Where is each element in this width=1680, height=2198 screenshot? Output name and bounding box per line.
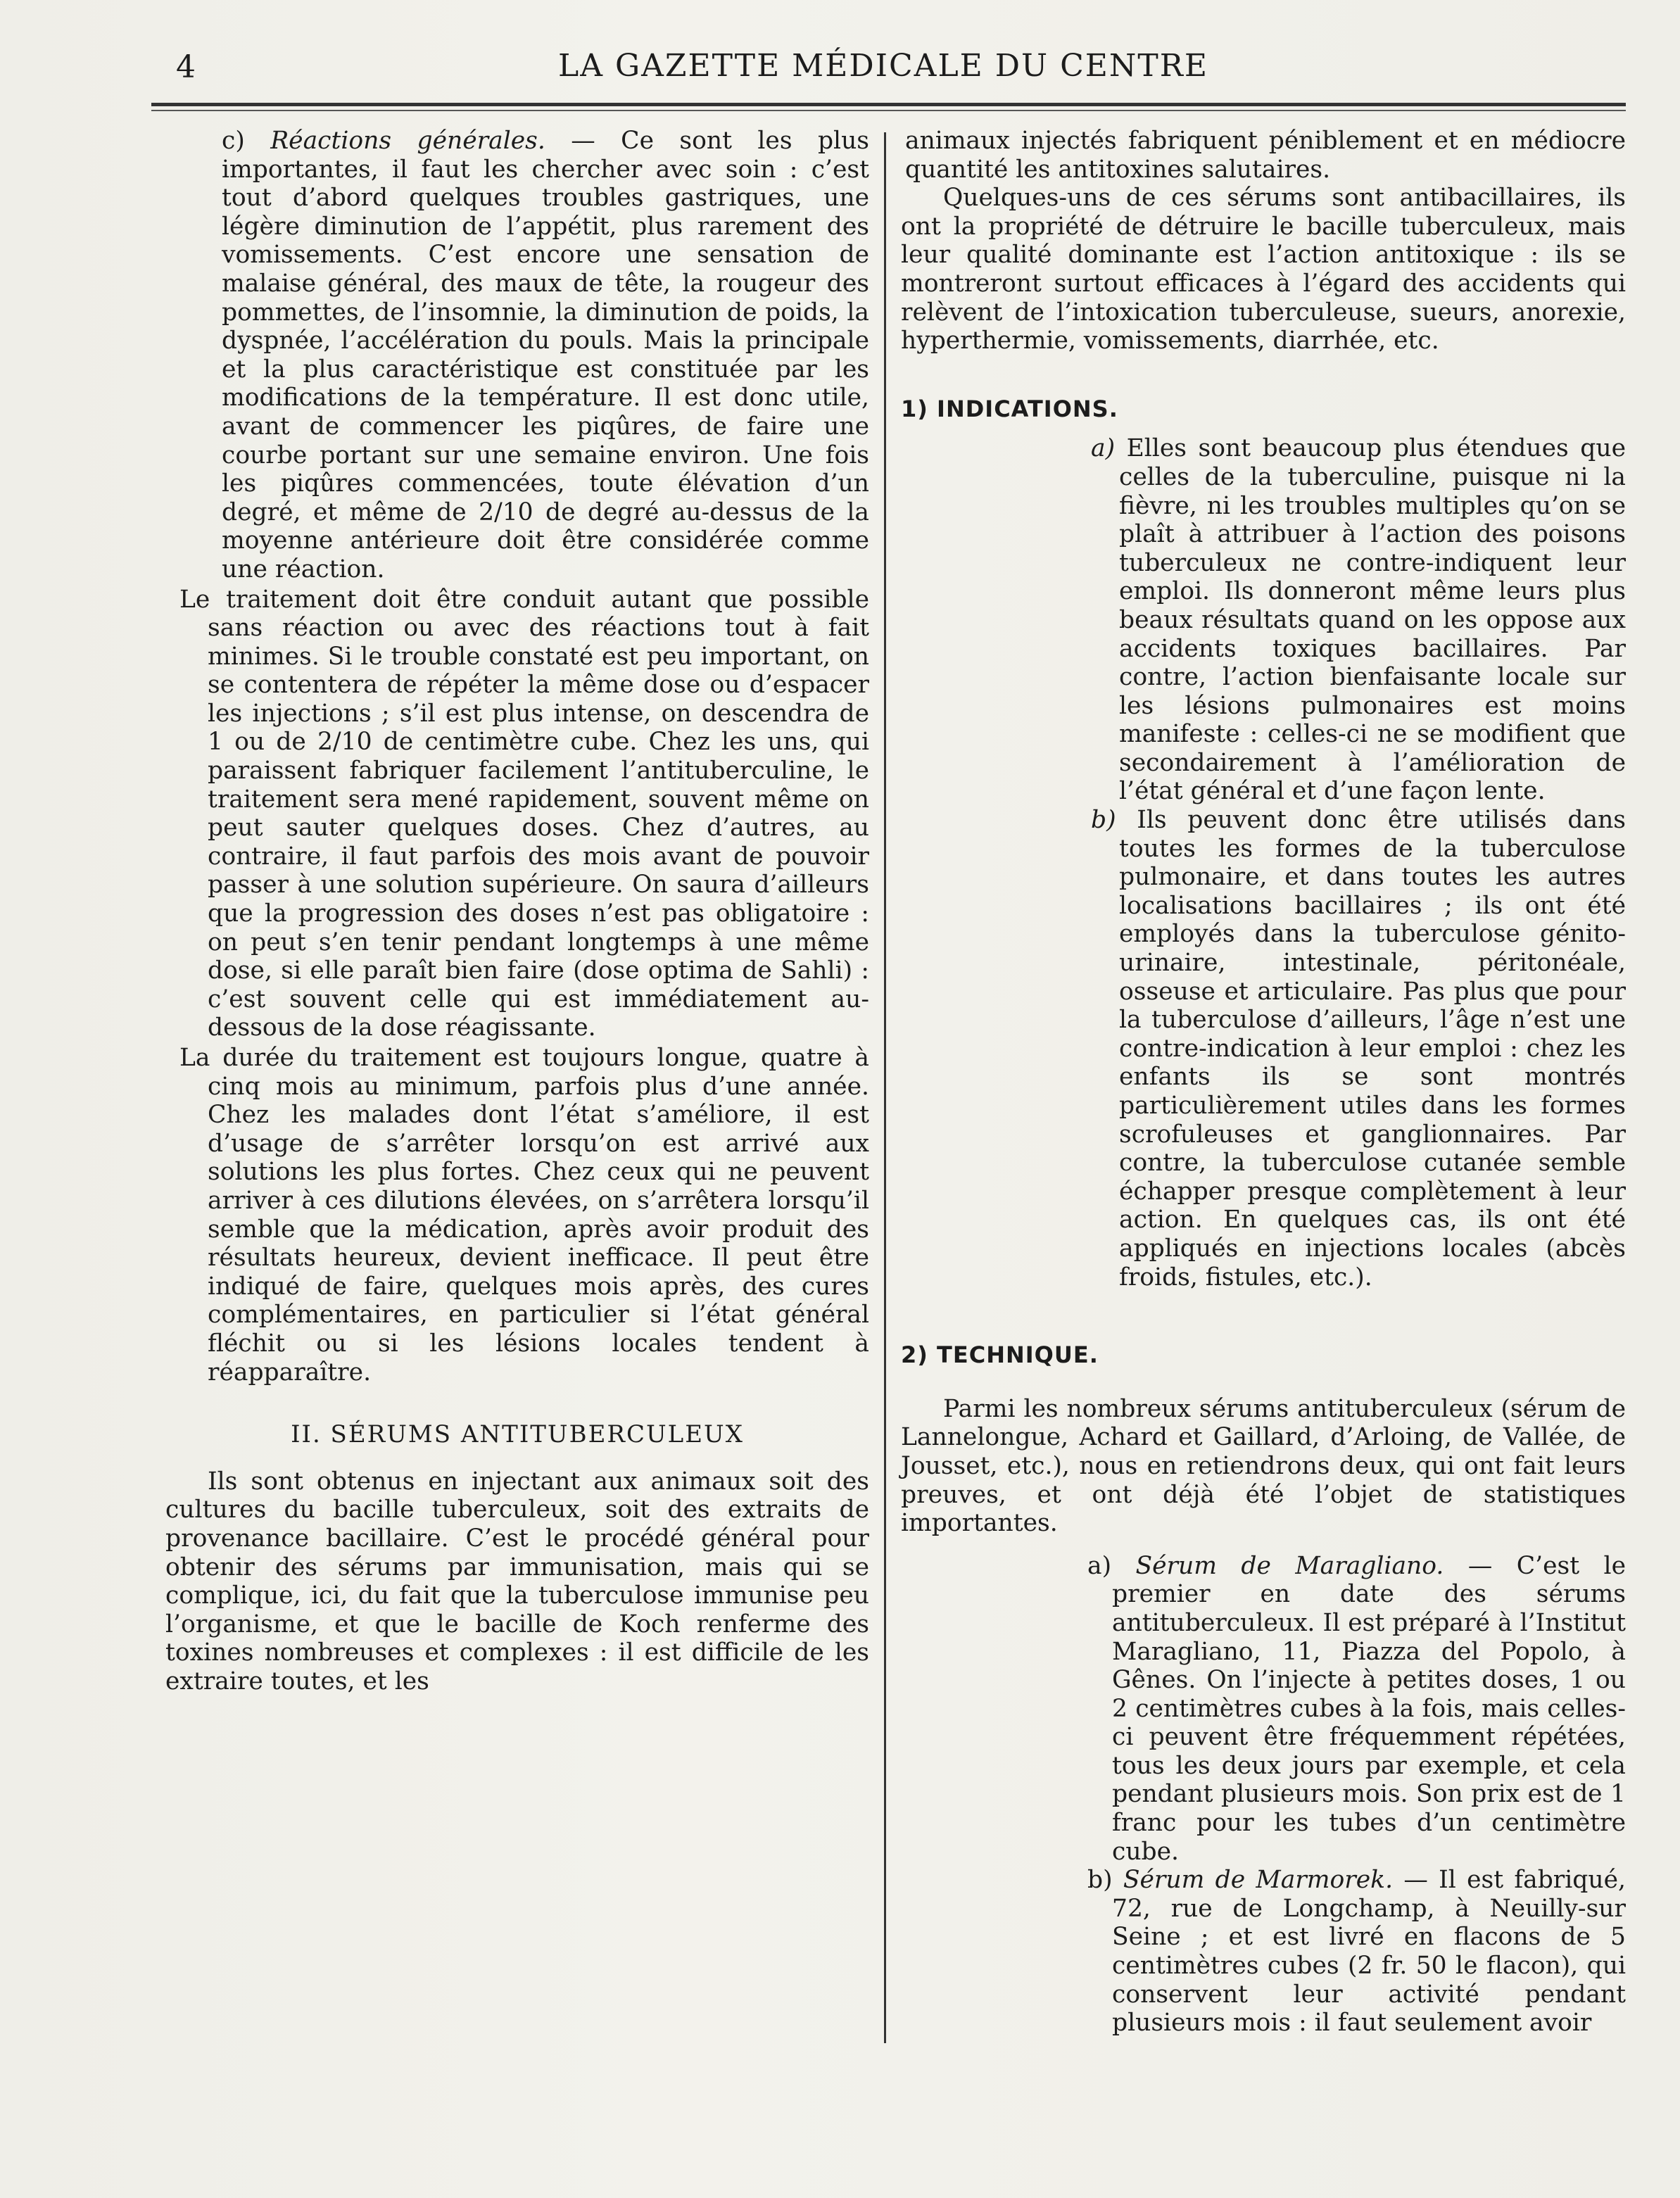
item-label: a) (1087, 1551, 1136, 1580)
paragraph-continuation: animaux injectés fabriquent péniblement et en médiocre quantité les antitoxines salutaires. (905, 127, 1626, 184)
journal-title: LA GAZETTE MÉDICALE DU CENTRE (557, 48, 1209, 84)
item-heading: Sérum de Marmorek. (1123, 1866, 1394, 1895)
header-rule (151, 103, 1626, 106)
paragraph-technique: Parmi les nombreux sérums antituberculeux (sérum de Lannelongue, Achard et Gaillard, d’Arloing, de Vallée, de Jousset, etc.), nous en retiendrons deux, qui ont fait leurs preuves, et ont déjà été l’objet de statistiques importantes. (901, 1394, 1626, 1538)
left-column (165, 127, 869, 1695)
item-label: b) (1091, 806, 1116, 835)
page-number: 4 (176, 49, 196, 85)
paragraph-text: La durée du traitement est toujours longue, quatre à cinq mois au minimum, parfois plus d’une année. Chez les malades dont l’état s’améliore, il est d’usage de s’arrêter lorsqu’on est arrivé aux solutions les plus fortes. Chez ceux qui ne peuvent arriver à ces dilutions élevées, on s’arrêtera lorsqu’il semble que la médication, après avoir produit des résultats heureux, devient inefficace. Il peut être indiqué de faire, quelques mois après, des cures complémentaires, en particulier si l’état général fléchit ou si les lésions locales tendent à réapparaître. (179, 1044, 869, 1387)
paragraph-text: Le traitement doit être conduit autant que possible sans réaction ou avec des réactions tout à fait minimes. Si le trouble constaté est peu important, on se contentera de répéter la même dose ou d’espacer les injections ; s’il est plus intense, on descendra de 1 ou de 2/10 de centimètre cube. Chez les uns, qui paraissent fabriquer facilement l’antituberculine, le traitement sera mené rapidement, souvent même on peut sauter quelques doses. Chez d’autres, au contraire, il faut parfois des mois avant de pouvoir passer à une solution supérieure. On saura d’ailleurs que la progression des doses n’est pas obligatoire : on peut s’en tenir pendant longtemps à une même dose, si elle paraît bien faire (dose optima de Sahli) : c’est souvent celle qui est immédiatement au-dessous de la dose réagissante. (179, 585, 869, 1042)
paragraph-text: — Ce sont les plus importantes, il faut les chercher avec soin : c’est tout d’abord quelques troubles gastriques, une légère diminution de l’appétit, plus rarement des vomissements. C’est encore une sensation de malaise général, des maux de tête, la rougeur des pommettes, de l’insomnie, la diminution de poids, la dyspnée, l’accélération du pouls. Mais la principale et la plus caractéristique est constituée par les modifications de la température. Il est donc utile, avant de commencer les piqûres, de faire une courbe portant sur une semaine environ. Une fois les piqûres commencées, toute élévation d’un degré, et même de 2/10 de degré au-dessus de la moyenne antérieure doit être considérée comme une réaction. (222, 127, 869, 583)
indication-b (901, 806, 1626, 1291)
paragraph-text: Ils sont obtenus en injectant aux animaux soit des cultures du bacille tuberculeux, soit des extraits de provenance bacillaire. C’est le procédé général pour obtenir des sérums par immunisation, mais qui se complique, ici, du fait que la tuberculose immunise peu l’organisme, et que le bacille de Koch renferme des toxines nombreuses et complexes : il est difficile de les extraire toutes, et les (165, 1467, 869, 1695)
section-title-technique: 2) TECHNIQUE. (901, 1341, 1099, 1369)
paragraph-traitement (165, 586, 869, 1043)
item-label: a) (1091, 434, 1116, 463)
paragraph-antibacillaires: Quelques-uns de ces sérums sont antibacillaires, ils ont la propriété de détruire le bacille tuberculeux, mais leur qualité dominante est l’action antitoxique : ils se montreront surtout efficaces à l’égard des accidents qui relèvent de l’intoxication tuberculeuse, sueurs, anorexie, hyperthermie, vomissements, diarrhée, etc. (901, 184, 1626, 355)
paragraph-text: Ils peuvent donc être utilisés dans toutes les formes de la tuberculose pulmonaire, et dans toutes les autres localisations bacillaires ; ils ont été employés dans la tuberculose génito-urinaire, intestinale, péritonéale, osseuse et articulaire. Pas plus que pour la tuberculose d’ailleurs, l’âge n’est une contre-indication à leur emploi : chez les enfants ils se sont montrés particulièrement utiles dans les formes scrofuleuses et ganglionnaires. Par contre, la tuberculose cutanée semble échapper presque complètement à leur action. En quelques cas, ils ont été appliqués en injections locales (abcès froids, fistules, etc.). (1116, 806, 1626, 1291)
item-label: c) (222, 127, 271, 155)
item-heading: Réactions générales. (270, 127, 545, 155)
item-label: b) (1087, 1866, 1123, 1895)
paragraph-serums-intro (165, 1467, 869, 1696)
paragraph-reactions-generales (179, 127, 869, 584)
right-column (901, 127, 1626, 2038)
section-title-indications: 1) INDICATIONS. (901, 395, 1118, 422)
section-heading: II. SÉRUMS ANTITUBERCULEUX (291, 1420, 744, 1449)
paragraph-text: — Il est fabriqué, 72, rue de Longchamp, à Neuilly-sur Seine ; et est livré en flacons de 5 centimètres cubes (2 fr. 50 le flacon), qui conservent leur activité pendant plusieurs mois : il faut seulement avoir (1112, 1866, 1626, 2038)
paragraph-duree (165, 1044, 869, 1387)
indication-a (901, 434, 1626, 806)
page-header (148, 44, 1619, 86)
header-rule-thin (151, 110, 1626, 111)
paragraph-text: Elles sont beaucoup plus étendues que celles de la tuberculine, puisque ni la fièvre, ni les troubles multiples qu’on se plaît à attribuer à l’action des poisons tuberculeux ne contre-indiquent leur emploi. Ils donneront même leurs plus beaux résultats quand on les oppose aux accidents toxiques bacillaires. Par contre, l’action bienfaisante locale sur les lésions pulmonaires est moins manifeste : celles-ci ne se modifient que secondairement à l’amélioration de l’état général et d’une façon lente. (1115, 434, 1626, 806)
paragraph-text: — C’est le premier en date des sérums antituberculeux. Il est préparé à l’Institut Maragliano, 11, Piazza del Popolo, à Gênes. On l’injecte à petites doses, 1 ou 2 centimètres cubes à la fois, mais celles-ci peuvent être fréquemment répétées, tous les deux jours par exemple, et cela pendant plusieurs mois. Son prix est de 1 franc pour les tubes d’un centimètre cube. (1112, 1551, 1626, 1866)
item-heading: Sérum de Maragliano. (1135, 1551, 1444, 1580)
serum-maragliano (901, 1552, 1626, 1867)
serum-marmorek (901, 1866, 1626, 2038)
column-divider (884, 132, 886, 2043)
